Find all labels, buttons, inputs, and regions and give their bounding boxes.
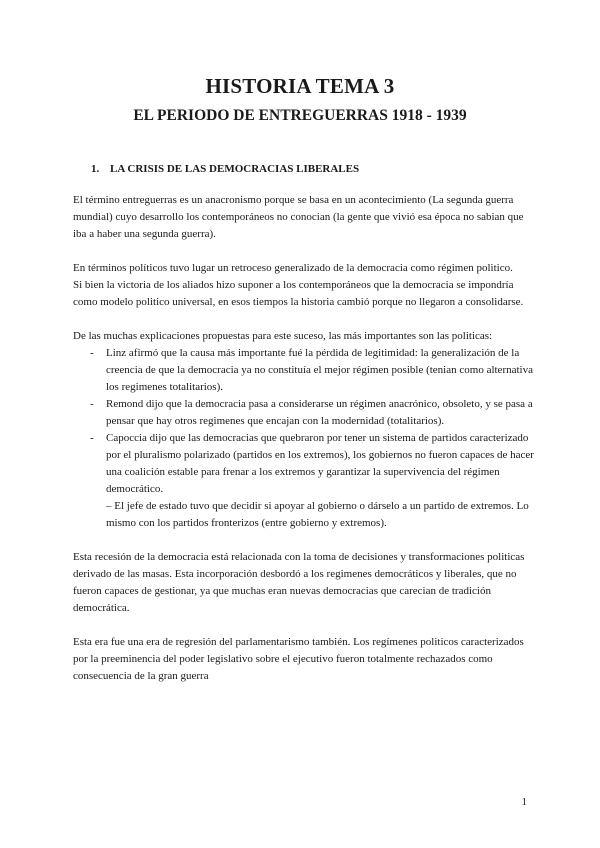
- list-item-subnote: – El jefe de estado tuvo que decidir si apoyar al gobierno o dárselo a un partido de extremos. Lo mismo con los partidos fronterizos (entre gobierno y extremos).: [106, 500, 529, 529]
- list-item: [73, 345, 535, 396]
- section-heading: [91, 163, 359, 175]
- section-heading-text: LA CRISIS DE LAS DEMOCRACIAS LIBERALES: [110, 163, 360, 175]
- document-body: [73, 192, 535, 685]
- paragraph-allied-victory: Si bien la victoria de los aliados hizo suponer a los contemporáneos que la democracia se impondría como modelo politico universal, en esos tiempos la historia cambió porque no llegaron a consolidarse.: [73, 279, 524, 308]
- list-item-text: Capoccia dijo que las democracias que quebraron por tener un sistema de partidos caracterizado por el pluralismo polarizado (partidos en los extremos), los gobiernos no fueron capaces de hacer una coalición estable para frenar a los extremos y garantizar la supervivencia del régimen democrático.: [106, 432, 534, 495]
- document-title: HISTORIA TEMA 3: [205, 74, 395, 98]
- section-number: 1.: [91, 163, 100, 175]
- paragraph-democratic-decline: En términos políticos tuvo lugar un retroceso generalizado de la democracia como régimen politico.: [73, 262, 513, 274]
- paragraph-parliamentarism: Esta era fue una era de regresión del parlamentarismo también. Los regímenes politicos caracterizados por la preeminencia del poder legislativo sobre el ejecutivo fueron totalmente rechazados como consecuencia de la gran guerra: [73, 636, 524, 682]
- paragraph-mass-politics: Esta recesión de la democracia está relacionada con la toma de decisiones y transformaciones politicas derivado de las masas. Esta incorporación desbordó a los regimenes democráticos y liberales, que no fueron capaces de gestionar, ya que muchas eran nuevas democracias que carecian de tradición democrática.: [73, 551, 525, 614]
- dash-bullet: -: [90, 432, 94, 444]
- list-item: [73, 396, 535, 430]
- list-item: [73, 430, 535, 532]
- document-subtitle: EL PERIODO DE ENTREGUERRAS 1918 - 1939: [133, 107, 467, 124]
- paragraph-anachronism: El término entreguerras es un anacronismo porque se basa en un acontecimiento (La segunda guerra mundial) cuyo desarrollo los contemporáneos no conocian (la gente que vivió esa época no sabian que iba a haber una segunda guerra).: [73, 194, 524, 240]
- list-item-text: Linz afirmó que la causa más importante fué la pérdida de legitimidad: la generalización de la creencia de que la democracia ya no constituía el mejor régimen posible (tenian como alternativa los regimenes totalitarios).: [106, 347, 533, 393]
- dash-bullet: -: [90, 398, 94, 410]
- list-item-text: Remond dijo que la democracia pasa a considerarse un régimen anacrónico, obsoleto, y se pasa a pensar que hay otros regimenes que encajan con la modernidad (totalitarios).: [106, 398, 533, 427]
- page-number: 1: [521, 796, 527, 808]
- explanations-list: [73, 345, 535, 532]
- dash-bullet: -: [90, 347, 94, 359]
- paragraph-explanations-intro: De las muchas explicaciones propuestas para este suceso, las más importantes son las politicas:: [73, 330, 493, 342]
